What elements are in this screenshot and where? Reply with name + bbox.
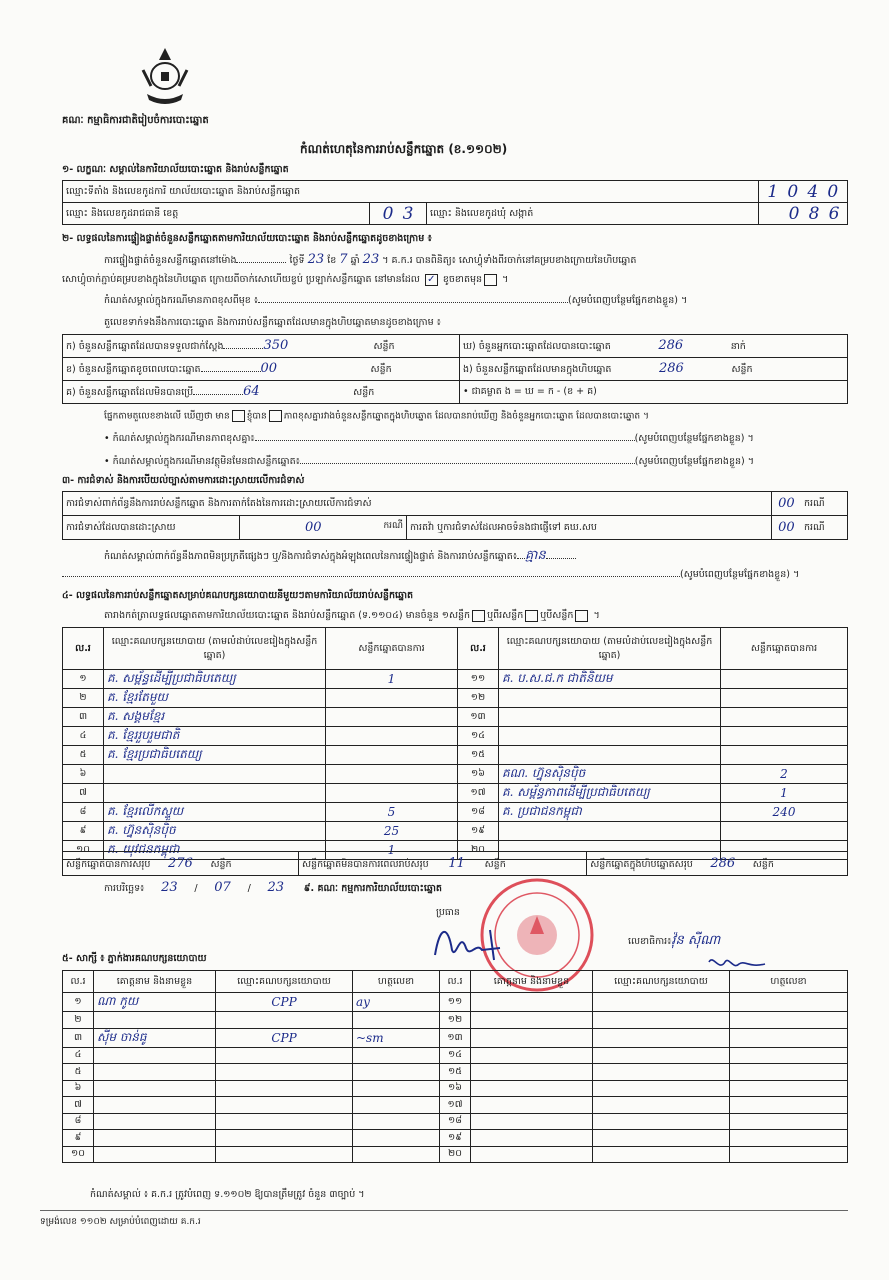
chair-label: ប្រធាន: [436, 907, 460, 918]
total-box: 286: [710, 855, 736, 871]
party-name: [499, 822, 721, 841]
table-row: [63, 993, 848, 1012]
s3-note-line2: (សូមបំពេញបន្ថែមផ្នែកខាងខ្លួន) ។: [62, 568, 799, 582]
empty-cell: [730, 1064, 848, 1081]
table-row: [63, 746, 848, 765]
witness-party: [216, 1047, 353, 1064]
party-name: [104, 784, 326, 803]
s4-heading: ៤- លទ្ធផលនៃការរាប់សន្លឹកឆ្នោតសម្រាប់គណបក្សនយោបាយនីមួយៗតាមការិយាល័យរាប់សន្លឹកឆ្នោត: [62, 590, 414, 601]
party-name: គ. ប្រជាជនកម្ពុជា: [499, 803, 721, 822]
table-row: [63, 727, 848, 746]
row-number: ១៥: [440, 1064, 471, 1081]
empty-cell: [471, 1113, 593, 1130]
party-name: គ. សង្គមខ្មែរ: [104, 708, 326, 727]
row-number: ៧: [63, 784, 104, 803]
table-row: [63, 1130, 848, 1147]
s5-footnote: កំណត់សម្គាល់ ៖ គ.ក.រ ត្រូវបំពេញ ទ.១១០២ ឱ្យបានត្រឹមត្រូវ ចំនួន ៣ច្បាប់ ។: [90, 1189, 365, 1200]
vote-count: 25: [326, 822, 458, 841]
row-number: ១៨: [458, 803, 499, 822]
empty-cell: [593, 1097, 730, 1114]
total-valid: 276: [168, 855, 193, 871]
row-number: ១៥: [458, 746, 499, 765]
party-name: [499, 689, 721, 708]
party-name: គ. យុវជនកម្ពុជា: [104, 841, 326, 860]
empty-cell: [471, 1146, 593, 1163]
empty-cell: [730, 1028, 848, 1047]
witness-party: [216, 1080, 353, 1097]
witness-name: ស៊ីម ចាន់ធូ: [94, 1028, 216, 1047]
empty-cell: [471, 1130, 593, 1147]
empty-cell: [471, 1080, 593, 1097]
count-a: 350: [263, 338, 289, 353]
witness-signature: [353, 1080, 440, 1097]
witness-name: [94, 1012, 216, 1029]
s4-date: ការបរិច្ឆេទ៖ 23 / 07 / 23 ៩. គណៈ កម្មការការិយាល័យបោះឆ្នោត: [104, 880, 442, 895]
witness-name: ណា កូយ: [94, 993, 216, 1012]
s3-table: ការជំទាស់ពាក់ព័ន្ធនឹងការរាប់សន្លឹកឆ្នោត និងការតាក់តែងនៃការដោះស្រាយលើការជំទាស់ 00 ករណី ការជំទាស់ដែលបានដោះស្រាយ 00 ករណី ការតវ៉ា ឬការជំទាស់ដែលអាចទំនងជាផ្ញើទៅ គឃ.សប 00 ករណី: [62, 491, 848, 540]
vote-count: [326, 784, 458, 803]
empty-cell: [730, 1146, 848, 1163]
s4-totals: សន្លឹកឆ្នោតបានការសរុប 276 សន្លឹក សន្លឹកឆ្នោតមិនបានការពេលរាប់សរុប 11 សន្លឹក សន្លឹកឆ្នោតក្នុងហិបឆ្នោតសរុប 286 សន្លឹក: [62, 851, 848, 876]
s1-table: [62, 180, 848, 225]
s5-heading: ៥- សាក្សី ៖ ភ្នាក់ងារគណបក្សនយោបាយ: [62, 953, 207, 964]
s1-heading: ១- លក្ខណៈ សម្គាល់នៃការិយាល័យបោះឆ្នោត និងរាប់សន្លឹកឆ្នោត: [62, 164, 289, 175]
footer-text: ទម្រង់លេខ ១១០២ សម្រាប់បំពេញដោយ គ.ក.រ: [40, 1217, 201, 1227]
row-number: ៣: [63, 708, 104, 727]
witness-party: [216, 1064, 353, 1081]
empty-cell: [730, 1080, 848, 1097]
witness-name: [94, 1047, 216, 1064]
table-row: [63, 1113, 848, 1130]
empty-cell: [471, 1097, 593, 1114]
witness-party: CPP: [216, 993, 353, 1012]
s1-row1-code: 1 0 4 0: [758, 181, 847, 203]
row-number: ៣: [63, 1028, 94, 1047]
forwarded-count: 00: [771, 516, 801, 540]
witness-name: [94, 1130, 216, 1147]
row-number: ១: [63, 993, 94, 1012]
row-number: ៨: [63, 803, 104, 822]
empty-cell: [593, 1064, 730, 1081]
empty-cell: [593, 1080, 730, 1097]
table-row: [63, 765, 848, 784]
witness-signature: [353, 1064, 440, 1081]
table-row: [63, 1064, 848, 1081]
empty-cell: [593, 1012, 730, 1029]
row-number: ១៨: [440, 1113, 471, 1130]
table-row: [63, 784, 848, 803]
vote-count: [721, 727, 848, 746]
s2-bullet2: • កំណត់សម្គាល់ក្នុងករណីមានវត្ថុមិនមែនជាសន្លឹកឆ្នោត៖ (សូមបំពេញបន្ថែមផ្នែកខាងខ្លួន) ។: [104, 456, 755, 467]
empty-cell: [471, 1047, 593, 1064]
empty-cell: [730, 993, 848, 1012]
party-name: គ. ខ្មែរតែមួយ: [104, 689, 326, 708]
row-number: ១១: [458, 670, 499, 689]
witness-signature: [353, 1097, 440, 1114]
row-number: ១៦: [458, 765, 499, 784]
vote-count: [326, 689, 458, 708]
footer-rule: [40, 1210, 848, 1211]
vote-count: [721, 689, 848, 708]
vote-count: [721, 822, 848, 841]
table-row: [63, 1028, 848, 1047]
count-d: 286: [658, 338, 684, 353]
vote-count: [721, 708, 848, 727]
table-row: [63, 670, 848, 689]
s1-commune-code: 0 8 6: [758, 203, 847, 225]
witness-name: [94, 1064, 216, 1081]
witness-signature: [353, 1130, 440, 1147]
row-number: ៩: [63, 822, 104, 841]
empty-cell: [730, 1012, 848, 1029]
table-row: [63, 1047, 848, 1064]
s5-witness-table: ល.រ គោត្តនាម និងនាមខ្លួន ឈ្មោះគណបក្សនយោបាយ ហត្ថលេខា ល.រ គោត្តនាម និងនាមខ្លួន ឈ្មោះគណបក្សនយោបាយ ហត្ថលេខា ១ ណា កូយ CPP ay ១១ ២ ១២ ៣ ស៊ីម ចាន់ធូ CPP ~sm ១៣ ៤ ១៤ ៥ ១៥ ៦ ១៦ ៧ ១៧ ៨ ១៨ ៩ ១៩ ១០ ២០: [62, 970, 848, 1163]
empty-cell: [593, 1047, 730, 1064]
row-number: ១១: [440, 993, 471, 1012]
party-name: គ. សម្ព័ន្ធភាពដើម្បីប្រជាធិបតេយ្យ: [499, 784, 721, 803]
table-row: [63, 1012, 848, 1029]
witness-party: [216, 1146, 353, 1163]
table-row: [63, 1146, 848, 1163]
row-number: ៥: [63, 1064, 94, 1081]
s3-heading: ៣- ការជំទាស់ និងការបើយល់ច្បាស់តាមការដោះស្រាយលើការជំទាស់: [62, 475, 305, 486]
vote-count: [326, 765, 458, 784]
party-name: គ. សម្ព័ន្ធដើម្បីប្រជាធិបតេយ្យ: [104, 670, 326, 689]
s1-row1-label: ឈ្មោះទីតាំង និងលេខកូដការិ យាល័យបោះឆ្នោត និងរាប់សន្លឹកឆ្នោត: [63, 181, 759, 203]
witness-signature: [353, 1012, 440, 1029]
witness-party: CPP: [216, 1028, 353, 1047]
vote-count: 2: [721, 765, 848, 784]
vote-count: 240: [721, 803, 848, 822]
witness-name: [94, 1080, 216, 1097]
row-number: ១៤: [440, 1047, 471, 1064]
row-number: ១២: [458, 689, 499, 708]
row-number: ១៧: [440, 1097, 471, 1114]
row-number: ១៦: [440, 1080, 471, 1097]
empty-cell: [593, 1028, 730, 1047]
row-number: ២០: [440, 1146, 471, 1163]
party-name: គ. ហ្វ៊ុនស៊ិនប៉ិច: [104, 822, 326, 841]
s2-count-table: ក) ចំនួនសន្លឹកឆ្នោតដែលបានទទួលជាក់ស្តែង 350 សន្លឹក ឃ) ចំនួនអ្នកបោះឆ្នោតដែលបានបោះឆ្នោត 286 នាក់ ខ) ចំនួនសន្លឹកឆ្នោតខូចពេលបោះឆ្នោត 00 សន្លឹក ង) ចំនួនសន្លឹកឆ្នោតដែលមានក្នុងហិបឆ្នោត 286 សន្លឹក គ) ចំនួនសន្លឹកឆ្នោតដែលមិនបានប្រើ 64 សន្លឹក • ជាគម្លាត ង = ឃ = ក - (ខ + គ): [62, 334, 848, 404]
empty-cell: [730, 1130, 848, 1147]
witness-signature: ay: [353, 993, 440, 1012]
chair-signature: [430, 920, 540, 968]
party-name: [104, 765, 326, 784]
row-number: ១៣: [440, 1028, 471, 1047]
vote-count: 1: [326, 670, 458, 689]
witness-party: [216, 1130, 353, 1147]
table-row: [63, 708, 848, 727]
row-number: ១៣: [458, 708, 499, 727]
seal-ok-checkbox[interactable]: ✓: [425, 274, 438, 286]
row-number: ៨: [63, 1113, 94, 1130]
witness-signature: [353, 1146, 440, 1163]
empty-cell: [593, 1130, 730, 1147]
vote-count: 1: [721, 784, 848, 803]
row-number: ១៩: [458, 822, 499, 841]
count-e: 286: [659, 361, 684, 376]
table-row: [63, 1097, 848, 1114]
witness-signature: [353, 1047, 440, 1064]
row-number: ២: [63, 1012, 94, 1029]
empty-cell: [593, 993, 730, 1012]
witness-party: [216, 1097, 353, 1114]
count-c: 64: [243, 384, 260, 399]
table-row: [63, 822, 848, 841]
row-number: ៤: [63, 1047, 94, 1064]
table-row: [63, 1080, 848, 1097]
party-name: [499, 727, 721, 746]
s2-bullet1: • កំណត់សម្គាល់ក្នុងករណីមានភាពខុសគ្នា៖ (សូមបំពេញបន្ថែមផ្នែកខាងខ្លួន) ។: [104, 433, 754, 444]
witness-name: [94, 1097, 216, 1114]
s2-line4: តួលេខទាក់ទងនឹងការបោះឆ្នោត និងការរាប់សន្លឹកឆ្នោតដែលមានក្នុងហិបឆ្នោតមានដូចខាងក្រោម ៖: [104, 317, 441, 328]
party-name: [499, 708, 721, 727]
objections-count: 00: [771, 492, 801, 516]
witness-signature: ~sm: [353, 1028, 440, 1047]
party-name: គណ. ហ្វ៊ុនស៊ិនប៉ិច: [499, 765, 721, 784]
witness-party: [216, 1113, 353, 1130]
empty-cell: [730, 1113, 848, 1130]
row-number: ៤: [63, 727, 104, 746]
national-emblem-icon: [135, 42, 195, 112]
s4-subline: តារាងកត់ត្រាលទ្ធផលឆ្នោតតាមការិយាល័យបោះឆ្នោត និងរាប់សន្លឹកឆ្នោត (ទ.១១០៤) មានចំនួន ១សន្លឹក ឬពីរសន្លឹក ឬបីសន្លឹក ។: [104, 610, 600, 621]
witness-name: [94, 1113, 216, 1130]
vote-count: [326, 727, 458, 746]
party-name: [499, 746, 721, 765]
s1-commune-label: ឈ្មោះ និងលេខកូដឃុំ សង្កាត់: [427, 203, 759, 225]
party-name: គ. ខ្មែររួបរួមជាតិ: [104, 727, 326, 746]
row-number: ១៧: [458, 784, 499, 803]
party-name: គ. ប.ស.ជ.ក ជាតិនិយម: [499, 670, 721, 689]
s1-row2-label: ឈ្មោះ និងលេខកូដរាជធានី ខេត្ត: [63, 203, 370, 225]
s2-heading: ២- លទ្ធផលនៃការផ្ទៀងផ្ទាត់ចំនួនសន្លឹកឆ្នោតតាមការិយាល័យបោះឆ្នោត និងរាប់សន្លឹកឆ្នោតដូចខាងក្រោម ៖: [62, 233, 432, 244]
count-b: 00: [260, 361, 278, 376]
total-invalid: 11: [448, 855, 465, 871]
row-number: ៧: [63, 1097, 94, 1114]
witness-signature: [353, 1113, 440, 1130]
witness-party: [216, 1012, 353, 1029]
s2-line5: ផ្នែកតាមតួលេខខាងលើ ឃើញថា មាន ខ្ញុំបាន ភាពខុសគ្នារវាងចំនួនសន្លឹកឆ្នោតក្នុងហិបឆ្នោត ដែលបានរាប់ឃើញ និងចំនួនអ្នកបោះឆ្នោត ដែលបានបោះឆ្នោត ។: [104, 411, 649, 422]
page-title: កំណត់ហេតុនៃការរាប់សន្លឹកឆ្នោត (ខ.១១០២): [300, 142, 508, 156]
vote-count: [326, 708, 458, 727]
empty-cell: [730, 1047, 848, 1064]
s4-results-table: ល.រ ឈ្មោះគណបក្សនយោបាយ (តាមលំដាប់លេខរៀងក្នុងសន្លឹកឆ្នោត) សន្លឹកឆ្នោតបានការ ល.រ ឈ្មោះគណបក្សនយោបាយ (តាមលំដាប់លេខរៀងក្នុងសន្លឹកឆ្នោត) សន្លឹកឆ្នោតបានការ ១ គ. សម្ព័ន្ធដើម្បីប្រជាធិបតេយ្យ 1 ១១ គ. ប.ស.ជ.ក ជាតិនិយម ២ គ. ខ្មែរតែមួយ ១២ ៣ គ. សង្គមខ្មែរ ១៣ ៤ គ. ខ្មែររួបរួមជាតិ ១៤ ៥ គ. ខ្មែរប្រជាធិបតេយ្យ ១៥ ៦ ១៦ គណ. ហ្វ៊ុនស៊ិនប៉ិច 2 ៧ ១៧ គ. សម្ព័ន្ធភាពដើម្បីប្រជាធិបតេយ្យ 1 ៨ គ. ខ្មែរលើកស្ទួយ 5 ១៨ គ. ប្រជាជនកម្ពុជា 240 ៩ គ. ហ្វ៊ុនស៊ិនប៉ិច 25 ១៩ ១០ គ. យុវជនកម្ពុជា 1 ២០: [62, 627, 848, 860]
row-number: ១២: [440, 1012, 471, 1029]
vote-count: 1: [326, 841, 458, 860]
row-number: ២: [63, 689, 104, 708]
s1-province-code: 0 3: [370, 203, 427, 225]
empty-cell: [593, 1113, 730, 1130]
row-number: ១០: [63, 841, 104, 860]
vote-count: 5: [326, 803, 458, 822]
row-number: ១៤: [458, 727, 499, 746]
row-number: ១: [63, 670, 104, 689]
row-number: ៥: [63, 746, 104, 765]
s3-note: កំណត់សម្គាល់ពាក់ព័ន្ធនឹងភាពមិនប្រក្រតីផ្សេងៗ ឬ/និងការជំទាស់ក្នុងអំឡុងពេលនៃការផ្ទៀងផ្ទាត់ និងការរាប់សន្លឹកឆ្នោត៖ គ្មាន: [104, 547, 576, 566]
row-number: ១០: [63, 1146, 94, 1163]
empty-cell: [593, 1146, 730, 1163]
witness-name: [94, 1146, 216, 1163]
party-name: គ. ខ្មែរប្រជាធិបតេយ្យ: [104, 746, 326, 765]
vote-count: [721, 670, 848, 689]
secretary-label: លេខាធិការ៖វ៉ុន ស៊ីណា: [628, 933, 721, 948]
empty-cell: [471, 1064, 593, 1081]
s2-line3: កំណត់សម្គាល់ក្នុងករណីមានភាពខុសពីមុខ ៖ (សូមបំពេញបន្ថែមផ្នែកខាងខ្លួន) ។: [104, 295, 688, 306]
row-number: ៦: [63, 765, 104, 784]
vote-count: [721, 746, 848, 765]
row-number: ១៩: [440, 1130, 471, 1147]
vote-count: [326, 746, 458, 765]
empty-cell: [471, 1028, 593, 1047]
s2-line2: សោហ្វុំចាក់ភ្ជាប់គម្របខាងក្នុងនៃហិបឆ្នោត ក្រោយពីចាក់សោហើយខ្ចប់ ប្រឡាក់សន្លឹកឆ្នោត នៅមានដែល ✓ ខូចខាតមុន ។: [62, 273, 509, 285]
s2-line1: ការផ្ទៀងផ្ទាត់ចំនួនសន្លឹកឆ្នោតនៅម៉ោង ថ្ងៃទី 23 ខែ 7 ឆ្នាំ 23 ។ គ.ក.រ បានពិនិត្យ៖ សោហ្វុំទាំងពីរចាក់នៅគម្របខាងក្រោយនៃហិបឆ្នោត: [104, 252, 637, 267]
empty-cell: [730, 1097, 848, 1114]
table-row: [63, 689, 848, 708]
party-name: គ. ខ្មែរលើកស្ទួយ: [104, 803, 326, 822]
seal-damaged-checkbox[interactable]: [484, 274, 497, 286]
row-number: ៦: [63, 1080, 94, 1097]
empty-cell: [471, 1012, 593, 1029]
formula: • ជាគម្លាត ង = ឃ = ក - (ខ + គ): [460, 381, 848, 404]
org-name: គណៈ កម្មាធិការជាតិរៀបចំការបោះឆ្នោត: [62, 115, 209, 126]
resolved-count: 00 ករណី: [240, 516, 407, 540]
row-number: ២០: [458, 841, 499, 860]
row-number: ៩: [63, 1130, 94, 1147]
empty-cell: [471, 993, 593, 1012]
table-row: [63, 803, 848, 822]
